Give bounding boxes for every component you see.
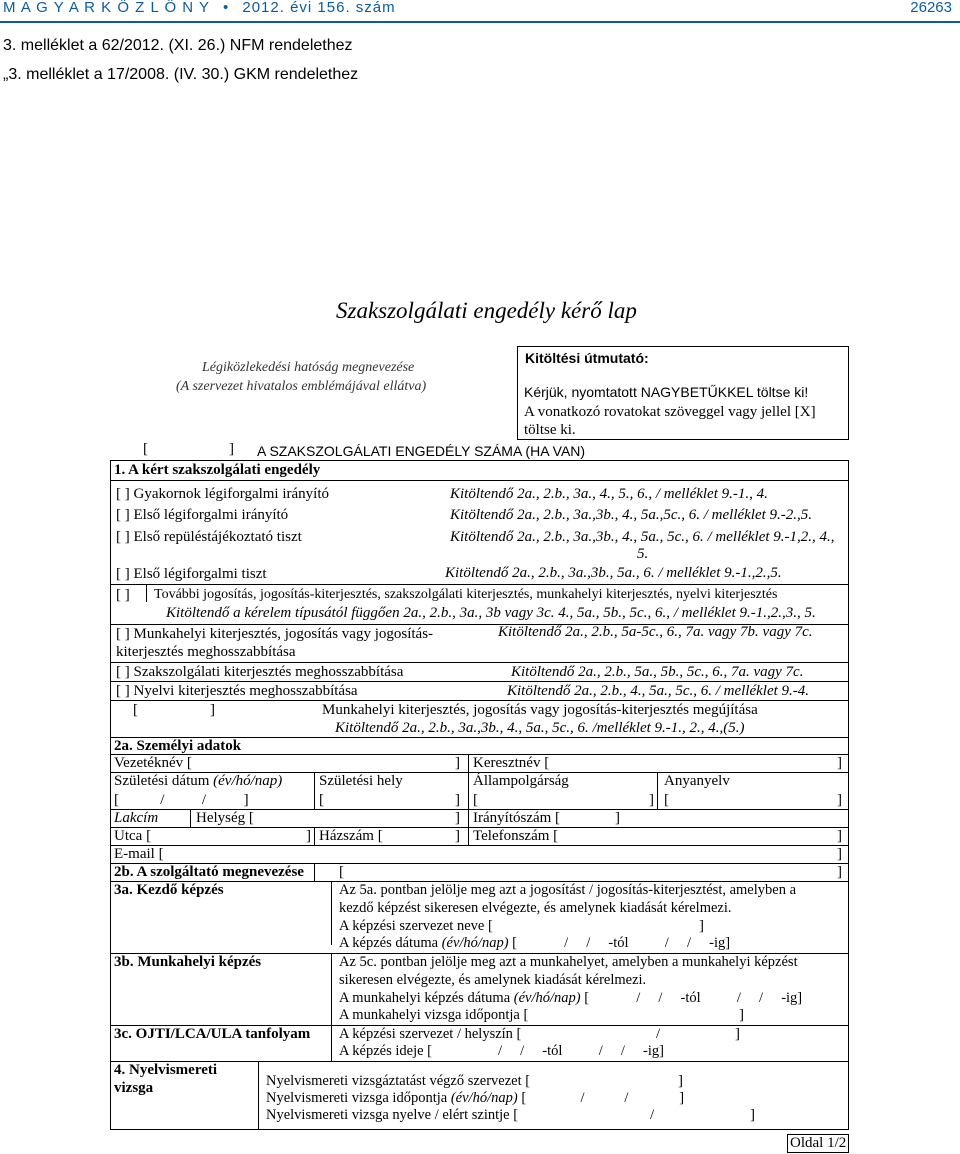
firstname-field[interactable]: Keresztnév [ xyxy=(473,755,550,771)
page-number: 26263 xyxy=(910,0,952,16)
workplace-ext-option-2: kiterjesztés meghosszabbítása xyxy=(116,644,296,660)
zip-field[interactable]: Irányítószám [ xyxy=(473,810,561,826)
divider xyxy=(331,953,332,1025)
birth-place-field[interactable]: [ xyxy=(319,792,324,808)
license-number-label: A SZAKSZOLGÁLATI ENGEDÉLY SZÁMA (HA VAN) xyxy=(257,443,586,459)
license-number-open[interactable]: [ xyxy=(143,441,148,457)
provider-close: ] xyxy=(837,864,842,880)
divider xyxy=(468,827,469,845)
provider-field[interactable]: [ xyxy=(339,864,344,880)
guide-title: Kitöltési útmutató: xyxy=(525,350,649,366)
divider xyxy=(331,881,332,945)
divider xyxy=(331,1025,332,1062)
further-rating-fill: Kitöltendő a kérelem típusától függően 2a., 2.b., 3a., 3b vagy 3c. 4., 5a., 5b., 5c., 6., / melléklet 9.-1.,2.,3., 5. xyxy=(166,605,816,621)
mother-tongue-label: Anyanyelv xyxy=(664,773,730,789)
section3b-line-2: sikeresen elvégezte, és amelynek kiadását kérelmezi. xyxy=(339,972,647,988)
divider xyxy=(110,584,849,585)
divider xyxy=(468,809,469,827)
section4-title-2: vizsga xyxy=(114,1080,154,1096)
divider xyxy=(258,1061,259,1130)
divider xyxy=(146,584,147,602)
divider xyxy=(314,863,315,881)
city-field[interactable]: Helység [ xyxy=(196,810,254,826)
first-fis-fill: Kitöltendő 2a., 2.b., 3a.,3b., 4., 5a., 5c., 6. / melléklet 9.-1,2., 4., xyxy=(450,529,835,545)
bullet: • xyxy=(222,0,230,16)
phone-field[interactable]: Telefonszám [ xyxy=(473,828,559,844)
section3b-title: 3b. Munkahelyi képzés xyxy=(114,954,262,970)
authority-name: Légiközlekedési hatóság megnevezése xyxy=(202,360,415,375)
ext-renewal-option[interactable]: [ ] Szakszolgálati kiterjesztés meghosszabbítása xyxy=(116,664,404,680)
guide-line-2: A vonatkozó rovatokat szöveggel vagy jellel [X] xyxy=(524,404,816,420)
training-date-field[interactable]: A képzés dátuma (év/hó/nap) [ / / -tól / / -ig] xyxy=(339,935,731,951)
divider xyxy=(468,772,469,810)
form-title: Szakszolgálati engedély kérő lap xyxy=(336,298,637,323)
street-close: ] xyxy=(306,828,311,844)
lang-exam-date-field[interactable]: Nyelvismereti vizsga időpontja (év/hó/nap) [ / / ] xyxy=(266,1090,685,1106)
house-number-field[interactable]: Házszám [ xyxy=(319,828,383,844)
section3b-line-1: Az 5c. pontban jelölje meg azt a munkahelyet, amelyben a munkahelyi képzést xyxy=(339,954,798,970)
header-rule xyxy=(0,21,960,23)
birth-date-label: Születési dátum (év/hó/nap) xyxy=(114,773,283,789)
divider xyxy=(110,700,849,701)
trainee-atc-option[interactable]: [ ] Gyakornok légiforgalmi irányító xyxy=(116,486,330,502)
first-fis-option[interactable]: [ ] Első repüléstájékoztató tiszt xyxy=(116,529,302,545)
address-label: Lakcím xyxy=(114,810,159,826)
birth-place-label: Születési hely xyxy=(319,773,403,789)
course-org-close: ] xyxy=(735,1026,740,1042)
authority-emblem-note: (A szervezet hivatalos emblémájával ellátva) xyxy=(176,379,427,394)
course-org-slash: / xyxy=(656,1026,661,1042)
training-org-close: ] xyxy=(699,918,704,934)
renewal-open[interactable]: [ xyxy=(133,702,138,718)
ext-renewal-fill: Kitöltendő 2a., 2.b., 5a., 5b., 5c., 6., 7a. vagy 7c. xyxy=(511,664,804,680)
lang-exam-level-slash: / xyxy=(650,1107,655,1123)
lang-exam-level-field[interactable]: Nyelvismereti vizsga nyelve / elért szintje [ xyxy=(266,1107,519,1123)
citizenship-close: ] xyxy=(649,792,654,808)
course-date-field[interactable]: A képzés ideje [ xyxy=(339,1043,433,1059)
course-org-field[interactable]: A képzési szervezet / helyszín [ xyxy=(339,1026,522,1042)
divider xyxy=(657,772,658,810)
lang-exam-level-close: ] xyxy=(750,1107,755,1123)
divider xyxy=(110,480,849,481)
course-date-blank: / / -tól / / -ig] xyxy=(498,1043,664,1059)
lang-renewal-fill: Kitöltendő 2a., 2.b., 4., 5a., 5c., 6. / melléklet 9.-4. xyxy=(507,683,810,699)
mother-tongue-close: ] xyxy=(837,792,842,808)
divider xyxy=(314,772,315,810)
workplace-exam-date-close: ] xyxy=(739,1007,744,1023)
section3a-line-2: kezdő képzést sikeresen elvégezte, és amelynek kiadását kérelmezi. xyxy=(339,900,732,916)
street-field[interactable]: Utca [ xyxy=(114,828,152,844)
lang-renewal-option[interactable]: [ ] Nyelvi kiterjesztés meghosszabbítása xyxy=(116,683,358,699)
reference-line-1: 3. melléklet a 62/2012. (XI. 26.) NFM rendelethez xyxy=(3,37,353,54)
issue: 2012. évi 156. szám xyxy=(242,0,396,16)
section1-title: 1. A kért szakszolgálati engedély xyxy=(114,462,321,478)
section2a-title: 2a. Személyi adatok xyxy=(114,738,242,754)
workplace-training-date-field[interactable]: A munkahelyi képzés dátuma (év/hó/nap) [ / / -tól / / -ig] xyxy=(339,990,803,1006)
workplace-exam-date-field[interactable]: A munkahelyi vizsga időpontja [ xyxy=(339,1007,529,1023)
further-rating-checkbox[interactable]: [ ] xyxy=(116,587,130,603)
section3a-title: 3a. Kezdő képzés xyxy=(114,882,224,898)
lang-exam-org-close: ] xyxy=(678,1073,683,1089)
further-rating-text: További jogosítás, jogosítás-kiterjesztés, szakszolgálati kiterjesztés, munkahelyi kiterjesztés, nyelvi kiterjesztés xyxy=(154,587,778,602)
guide-line-3: töltse ki. xyxy=(524,422,576,438)
section4-title: 4. Nyelvismereti xyxy=(114,1062,218,1078)
page-label: Oldal 1/2 xyxy=(787,1134,849,1153)
renewal-fill: Kitöltendő 2a., 2.b., 3a.,3b., 4., 5a., 5c., 6. /melléklet 9.-1., 2., 4.,(5.) xyxy=(335,720,745,736)
section3a-line-1: Az 5a. pontban jelölje meg azt a jogosítást / jogosítás-kiterjesztést, amelyben a xyxy=(339,882,797,898)
first-atc-option[interactable]: [ ] Első légiforgalmi irányító xyxy=(116,507,289,523)
lang-exam-org-field[interactable]: Nyelvismereti vizsgáztatást végző szervezet [ xyxy=(266,1073,531,1089)
first-afo-fill: Kitöltendő 2a., 2.b., 3a.,3b., 5a., 6. / melléklet 9.-1.,2.,5. xyxy=(445,565,782,581)
zip-close: ] xyxy=(615,810,620,826)
divider xyxy=(190,809,191,827)
renewal-text: Munkahelyi kiterjesztés, jogosítás vagy jogosítás-kiterjesztés megújítása xyxy=(322,702,758,718)
city-close: ] xyxy=(455,810,460,826)
mother-tongue-field[interactable]: [ xyxy=(664,792,669,808)
workplace-ext-fill: Kitöltendő 2a., 2.b., 5a-5c., 6., 7a. vagy 7b. vagy 7c. xyxy=(498,624,813,640)
divider xyxy=(110,662,849,663)
surname-close: ] xyxy=(455,755,460,771)
license-number-close[interactable]: ] xyxy=(229,441,234,457)
divider xyxy=(314,827,315,845)
guide-line-1: Kérjük, nyomtatott NAGYBETŰKKEL töltse ki! xyxy=(524,384,809,400)
first-afo-option[interactable]: [ ] Első légiforgalmi tiszt xyxy=(116,566,267,582)
divider xyxy=(110,845,849,846)
workplace-ext-option[interactable]: [ ] Munkahelyi kiterjesztés, jogosítás vagy jogosítás- xyxy=(116,626,434,642)
journal-name: M A G Y A R K Ö Z L Ö N Y • 2012. évi 156. szám xyxy=(3,0,396,16)
section2b-title: 2b. A szolgáltató megnevezése xyxy=(114,864,304,880)
divider xyxy=(110,1061,849,1062)
reference-line-2: „3. melléklet a 17/2008. (IV. 30.) GKM rendelethez xyxy=(3,66,359,83)
trainee-atc-fill: Kitöltendő 2a., 2.b., 3a., 4., 5., 6., / melléklet 9.-1., 4. xyxy=(450,486,768,502)
first-fis-fill-2: 5. xyxy=(637,546,649,562)
email-field[interactable]: E-mail [ xyxy=(114,846,164,862)
firstname-close: ] xyxy=(837,755,842,771)
divider xyxy=(468,754,469,772)
divider xyxy=(110,681,849,682)
house-number-close: ] xyxy=(455,828,460,844)
birth-date-field[interactable]: [ / / ] xyxy=(114,792,249,808)
citizenship-field[interactable]: [ xyxy=(473,792,478,808)
surname-field[interactable]: Vezetéknév [ xyxy=(114,755,192,771)
section3c-title: 3c. OJTI/LCA/ULA tanfolyam xyxy=(114,1026,311,1042)
email-close: ] xyxy=(837,846,842,862)
training-org-field[interactable]: A képzési szervezet neve [ xyxy=(339,918,493,934)
birth-place-close: ] xyxy=(455,792,460,808)
renewal-close[interactable]: ] xyxy=(210,702,215,718)
citizenship-label: Állampolgárság xyxy=(473,773,569,789)
phone-close: ] xyxy=(837,828,842,844)
first-atc-fill: Kitöltendő 2a., 2.b., 3a.,3b., 4., 5a.,5c., 6. / melléklet 9.-2.,5. xyxy=(450,507,813,523)
